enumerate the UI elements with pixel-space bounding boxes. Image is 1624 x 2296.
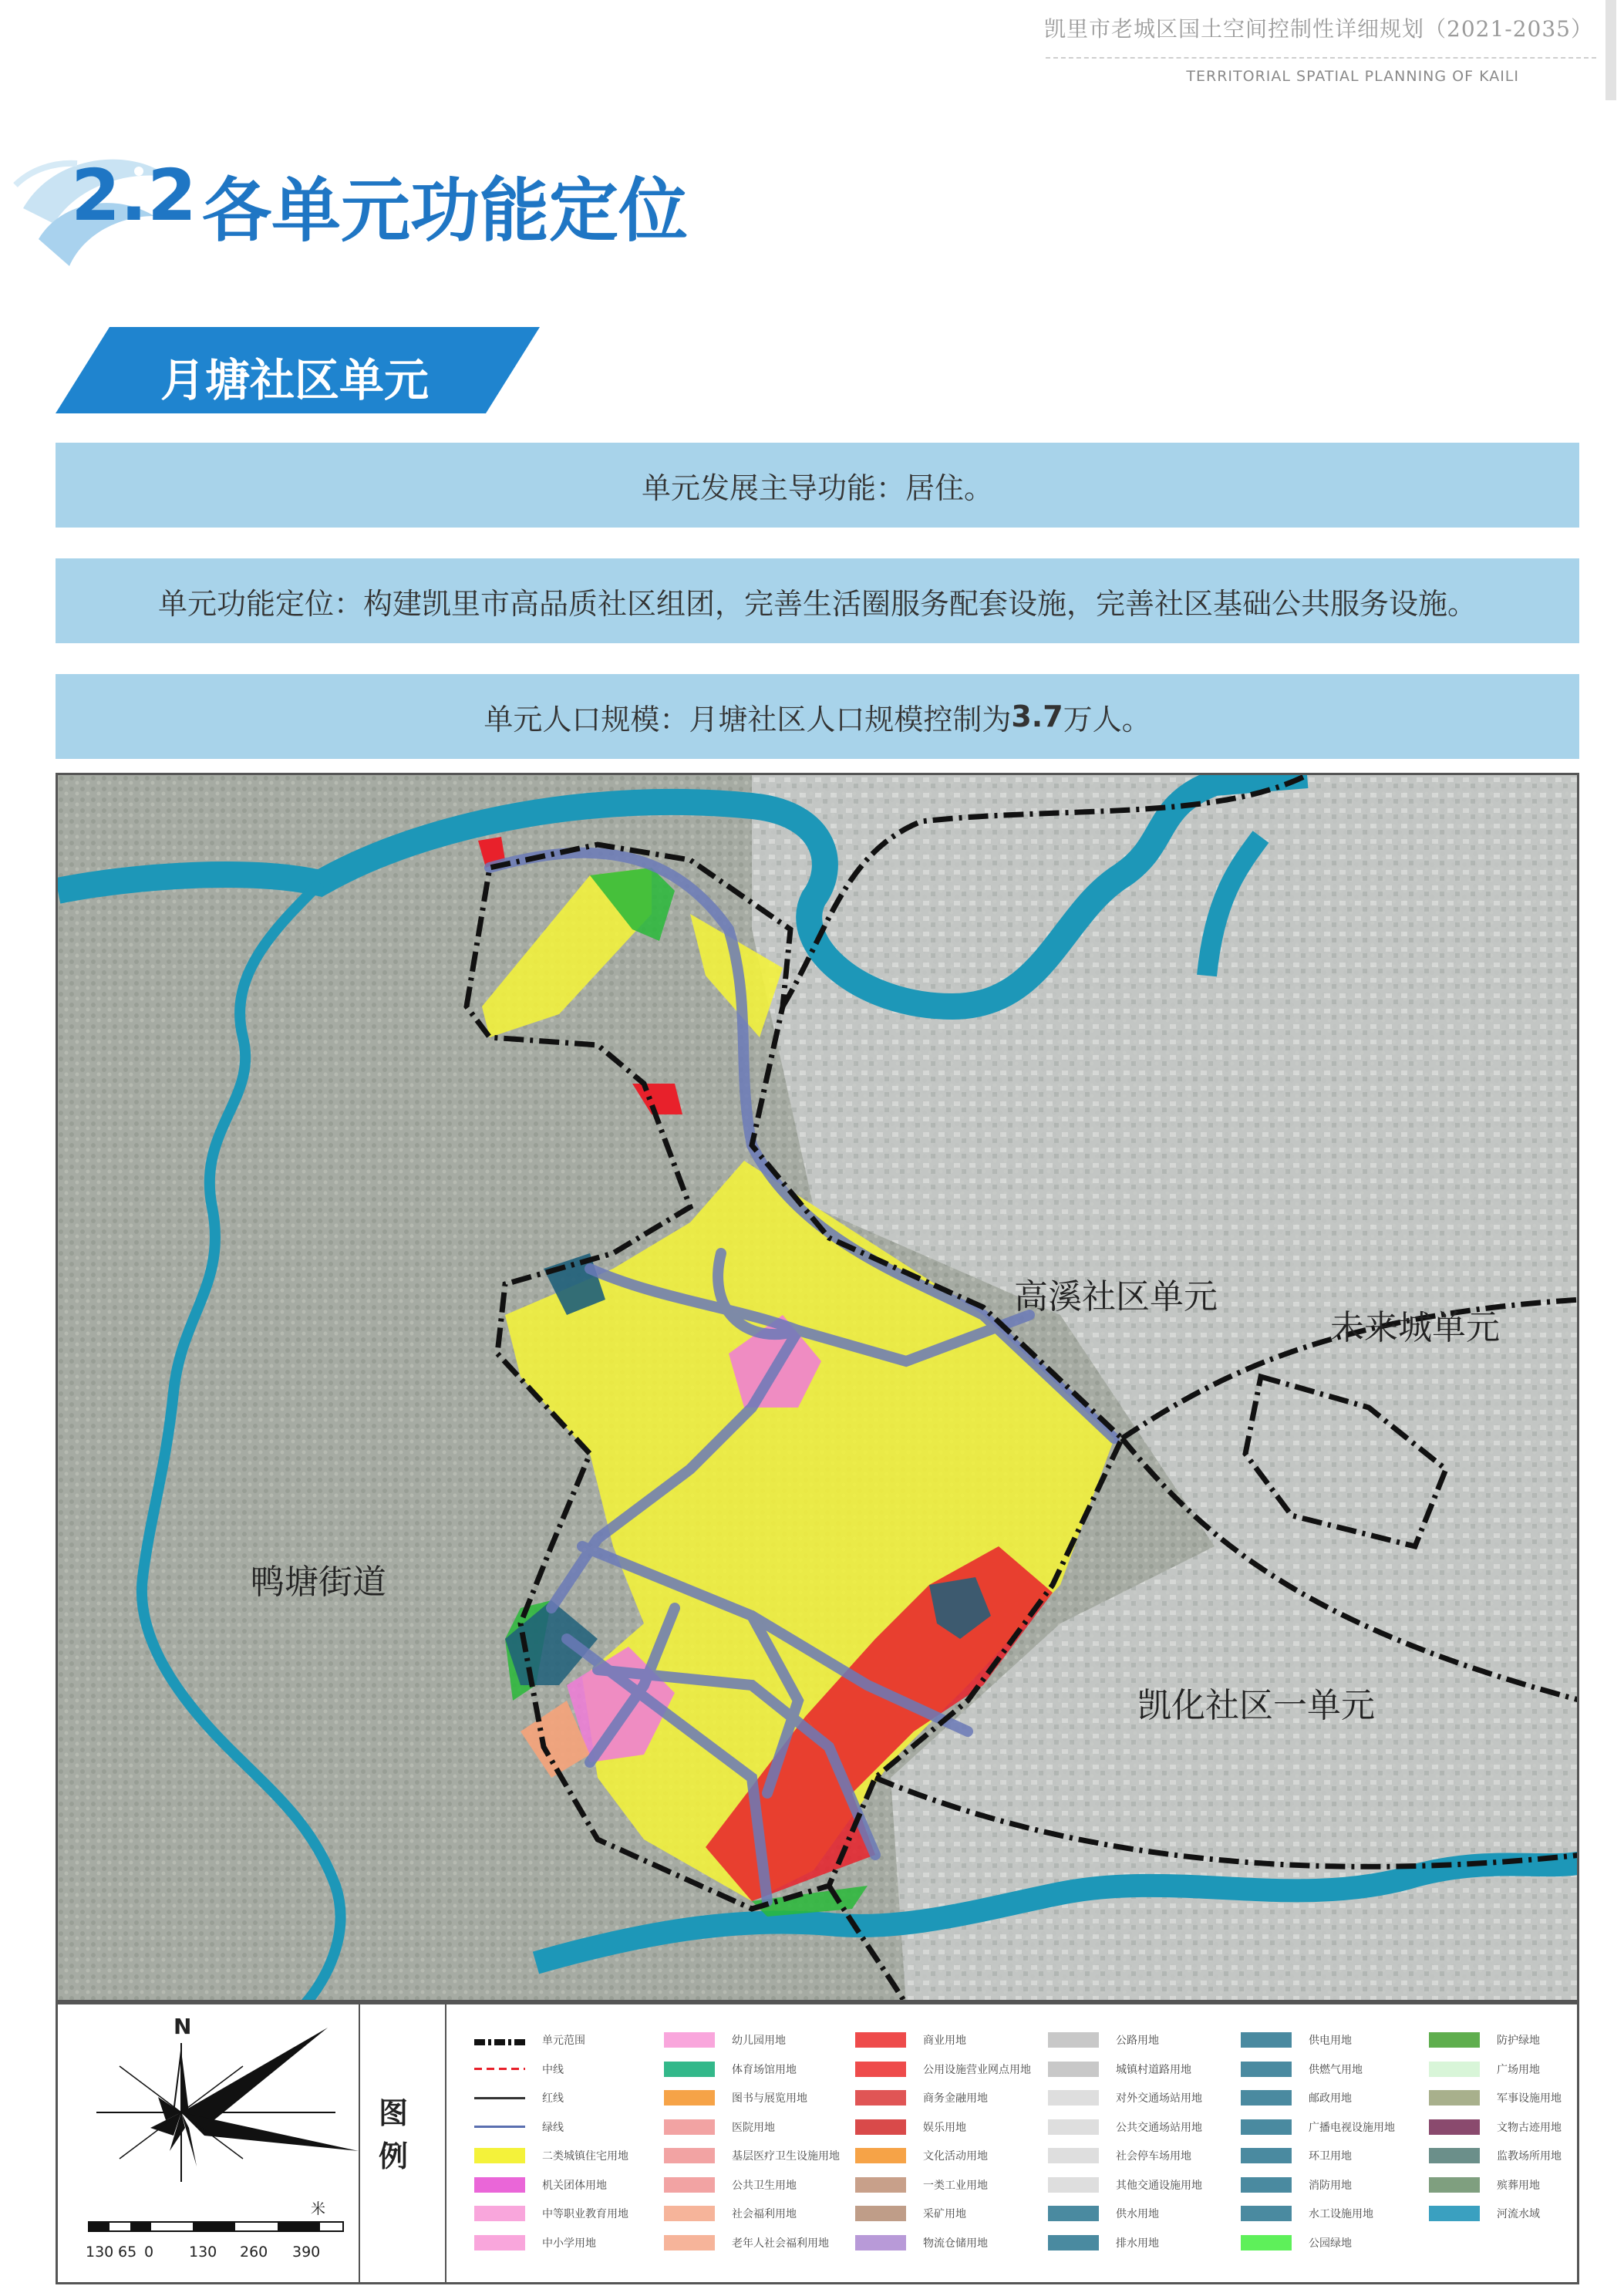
legend-label: 娱乐用地 bbox=[923, 2121, 966, 2134]
info-box-leading-function bbox=[56, 443, 1579, 528]
legend-swatch bbox=[1241, 2148, 1292, 2163]
legend-label: 图书与展览用地 bbox=[732, 2092, 807, 2105]
legend-item bbox=[1241, 2031, 1352, 2049]
legend-item bbox=[855, 2146, 988, 2165]
legend-label: 监教场所用地 bbox=[1497, 2150, 1562, 2163]
legend-label: 河流水域 bbox=[1497, 2208, 1540, 2220]
legend-item bbox=[1048, 2234, 1159, 2252]
legend-label: 基层医疗卫生设施用地 bbox=[732, 2150, 840, 2163]
legend-swatch bbox=[855, 2032, 906, 2048]
legend-label: 供燃气用地 bbox=[1309, 2063, 1363, 2076]
legend-label: 公路用地 bbox=[1116, 2035, 1159, 2047]
info-box-text-suffix: 万人。 bbox=[1063, 702, 1151, 737]
legend-label: 供电用地 bbox=[1309, 2035, 1352, 2047]
legend-item bbox=[855, 2204, 966, 2223]
legend-swatch bbox=[855, 2090, 906, 2106]
map-canvas bbox=[58, 775, 1579, 2002]
legend-item bbox=[855, 2234, 988, 2252]
legend-swatch bbox=[1048, 2090, 1099, 2106]
legend-swatch bbox=[1241, 2119, 1292, 2135]
legend-label: 其他交通设施用地 bbox=[1116, 2179, 1202, 2192]
legend-swatch bbox=[664, 2177, 715, 2193]
legend-swatch bbox=[855, 2177, 906, 2193]
legend-item bbox=[664, 2234, 829, 2252]
legend-item bbox=[1429, 2176, 1540, 2194]
legend-swatch bbox=[664, 2206, 715, 2221]
legend-item bbox=[664, 2118, 775, 2136]
legend-item bbox=[664, 2060, 797, 2079]
legend-swatch bbox=[1048, 2148, 1099, 2163]
legend-swatch bbox=[474, 2068, 525, 2070]
legend-item bbox=[1429, 2060, 1540, 2079]
legend-item bbox=[474, 2089, 564, 2107]
legend-swatch bbox=[1048, 2206, 1099, 2221]
legend-label: 中小学用地 bbox=[542, 2237, 596, 2250]
legend-swatch bbox=[1429, 2119, 1480, 2135]
legend-swatch bbox=[1241, 2090, 1292, 2106]
legend-label: 红线 bbox=[542, 2092, 564, 2105]
compass-panel bbox=[58, 2004, 360, 2282]
legend-label: 体育场馆用地 bbox=[732, 2063, 797, 2076]
legend-title-char: 图 bbox=[379, 2096, 409, 2130]
legend-label: 文物古迹用地 bbox=[1497, 2121, 1562, 2134]
legend-label: 绿线 bbox=[542, 2121, 564, 2134]
legend-label: 环卫用地 bbox=[1309, 2150, 1352, 2163]
scale-tick: 130 bbox=[189, 2244, 217, 2261]
legend-label: 机关团体用地 bbox=[542, 2179, 607, 2192]
legend-swatch bbox=[1241, 2235, 1292, 2250]
legend-swatch bbox=[474, 2177, 525, 2193]
legend-grid bbox=[474, 2031, 1569, 2270]
legend-label: 商业用地 bbox=[923, 2035, 966, 2047]
legend-label: 采矿用地 bbox=[923, 2208, 966, 2220]
legend-label: 一类工业用地 bbox=[923, 2179, 988, 2192]
legend-label: 文化活动用地 bbox=[923, 2150, 988, 2163]
legend-label: 供水用地 bbox=[1116, 2208, 1159, 2220]
legend-label: 老年人社会福利用地 bbox=[732, 2237, 829, 2250]
legend-item bbox=[855, 2176, 988, 2194]
legend-item bbox=[855, 2118, 966, 2136]
legend-item bbox=[1241, 2234, 1352, 2252]
legend-label: 邮政用地 bbox=[1309, 2092, 1352, 2105]
legend-title-char: 例 bbox=[379, 2139, 409, 2173]
legend-item bbox=[664, 2089, 807, 2107]
legend-label: 公共卫生用地 bbox=[732, 2179, 797, 2192]
legend-label: 广场用地 bbox=[1497, 2063, 1540, 2076]
legend-item bbox=[855, 2089, 988, 2107]
north-label: N bbox=[174, 2014, 192, 2039]
legend-item bbox=[855, 2031, 966, 2049]
legend-swatch bbox=[855, 2206, 906, 2221]
legend-label: 广播电视设施用地 bbox=[1309, 2121, 1395, 2134]
legend-item bbox=[474, 2118, 564, 2136]
legend-swatch bbox=[1048, 2032, 1099, 2048]
legend-swatch bbox=[474, 2235, 525, 2250]
section-number: 2.2 bbox=[71, 154, 197, 237]
map-legend bbox=[56, 2002, 1579, 2284]
legend-item bbox=[474, 2234, 596, 2252]
legend-item bbox=[1241, 2176, 1352, 2194]
scale-tick: 130 bbox=[86, 2244, 114, 2261]
unit-tab bbox=[56, 327, 540, 413]
legend-item bbox=[664, 2176, 797, 2194]
document-title: 凯里市老城区国土空间控制性详细规划（2021-2035） bbox=[1044, 16, 1593, 42]
legend-swatch bbox=[1429, 2062, 1480, 2077]
legend-item bbox=[1048, 2060, 1191, 2079]
map-label-yatang: 鸭塘街道 bbox=[251, 1563, 386, 1602]
document-subtitle: TERRITORIAL SPATIAL PLANNING OF KAILI bbox=[1186, 68, 1519, 85]
legend-item bbox=[474, 2176, 607, 2194]
legend-swatch bbox=[1241, 2062, 1292, 2077]
legend-label: 商务金融用地 bbox=[923, 2092, 988, 2105]
section-title: 各单元功能定位 bbox=[202, 170, 688, 251]
info-box-text: 单元发展主导功能：居住。 bbox=[641, 470, 993, 505]
legend-item bbox=[1048, 2146, 1191, 2165]
legend-swatch bbox=[1048, 2062, 1099, 2077]
legend-label: 水工设施用地 bbox=[1309, 2208, 1373, 2220]
legend-label: 中线 bbox=[542, 2063, 564, 2076]
legend-swatch bbox=[664, 2119, 715, 2135]
map-label-weilaicheng: 未来城单元 bbox=[1330, 1308, 1500, 1347]
compass-rose-icon bbox=[58, 2004, 359, 2282]
legend-swatch bbox=[1429, 2206, 1480, 2221]
legend-label: 防护绿地 bbox=[1497, 2035, 1540, 2047]
legend-item bbox=[1241, 2118, 1395, 2136]
legend-swatch bbox=[1048, 2235, 1099, 2250]
legend-item bbox=[1241, 2146, 1352, 2165]
legend-label: 单元范围 bbox=[542, 2035, 585, 2047]
population-value: 3.7 bbox=[1011, 700, 1063, 733]
legend-label: 幼儿园用地 bbox=[732, 2035, 786, 2047]
land-use-map bbox=[56, 773, 1579, 2002]
legend-swatch bbox=[474, 2206, 525, 2221]
legend-item bbox=[664, 2031, 786, 2049]
legend-swatch bbox=[1241, 2206, 1292, 2221]
legend-label: 物流仓储用地 bbox=[923, 2237, 988, 2250]
legend-item bbox=[664, 2204, 797, 2223]
scale-unit: 米 bbox=[311, 2200, 326, 2217]
legend-label: 对外交通场站用地 bbox=[1116, 2092, 1202, 2105]
legend-label: 城镇村道路用地 bbox=[1116, 2063, 1191, 2076]
scale-tick: 65 bbox=[118, 2244, 137, 2261]
legend-item bbox=[1429, 2204, 1540, 2223]
scale-tick: 390 bbox=[292, 2244, 321, 2261]
legend-swatch bbox=[474, 2097, 525, 2099]
legend-label: 中等职业教育用地 bbox=[542, 2208, 628, 2220]
legend-item bbox=[474, 2060, 564, 2079]
legend-swatch bbox=[1429, 2032, 1480, 2048]
legend-swatch bbox=[1429, 2177, 1480, 2193]
legend-swatch bbox=[1048, 2119, 1099, 2135]
legend-title bbox=[360, 2004, 446, 2282]
legend-label: 公共交通场站用地 bbox=[1116, 2121, 1202, 2134]
legend-label: 军事设施用地 bbox=[1497, 2092, 1562, 2105]
legend-item bbox=[855, 2060, 1031, 2079]
header-side-bar bbox=[1605, 0, 1616, 100]
info-box-text-prefix: 单元人口规模：月塘社区人口规模控制为 bbox=[483, 702, 1012, 737]
legend-swatch bbox=[1429, 2090, 1480, 2106]
legend-swatch bbox=[664, 2062, 715, 2077]
legend-label: 公园绿地 bbox=[1309, 2237, 1352, 2250]
legend-swatch bbox=[664, 2032, 715, 2048]
legend-item bbox=[1429, 2118, 1562, 2136]
legend-swatch bbox=[474, 2039, 525, 2045]
legend-item bbox=[1241, 2060, 1363, 2079]
legend-swatch bbox=[474, 2126, 525, 2128]
legend-swatch bbox=[855, 2235, 906, 2250]
legend-item bbox=[664, 2146, 840, 2165]
legend-label: 公用设施营业网点用地 bbox=[923, 2063, 1031, 2076]
legend-swatch bbox=[855, 2148, 906, 2163]
info-box-population bbox=[56, 674, 1579, 759]
map-label-kaihua: 凯化社区一单元 bbox=[1137, 1686, 1375, 1725]
legend-label: 殡葬用地 bbox=[1497, 2179, 1540, 2192]
unit-tab-label: 月塘社区单元 bbox=[160, 354, 430, 406]
legend-item bbox=[1048, 2031, 1159, 2049]
legend-item bbox=[1429, 2146, 1562, 2165]
info-box-positioning bbox=[56, 558, 1579, 643]
legend-item bbox=[1241, 2204, 1373, 2223]
legend-item bbox=[1048, 2089, 1202, 2107]
legend-item bbox=[1048, 2204, 1159, 2223]
legend-label: 消防用地 bbox=[1309, 2179, 1352, 2192]
map-label-gaoxi: 高溪社区单元 bbox=[1014, 1277, 1218, 1317]
legend-label: 医院用地 bbox=[732, 2121, 775, 2134]
legend-item bbox=[1241, 2089, 1352, 2107]
legend-item bbox=[474, 2146, 628, 2165]
legend-swatch bbox=[1241, 2177, 1292, 2193]
header-divider bbox=[1046, 57, 1596, 59]
scale-tick: 260 bbox=[240, 2244, 268, 2261]
legend-swatch bbox=[664, 2090, 715, 2106]
legend-swatch bbox=[1429, 2148, 1480, 2163]
legend-label: 社会停车场用地 bbox=[1116, 2150, 1191, 2163]
legend-item bbox=[1048, 2118, 1202, 2136]
legend-swatch bbox=[855, 2062, 906, 2077]
legend-swatch bbox=[1048, 2177, 1099, 2193]
legend-swatch bbox=[664, 2148, 715, 2163]
scale-tick: 0 bbox=[144, 2244, 154, 2261]
legend-item bbox=[1048, 2176, 1202, 2194]
legend-item bbox=[1429, 2089, 1562, 2107]
legend-swatch bbox=[855, 2119, 906, 2135]
legend-item bbox=[1429, 2031, 1540, 2049]
legend-label: 二类城镇住宅用地 bbox=[542, 2150, 628, 2163]
legend-swatch bbox=[474, 2148, 525, 2163]
info-box-text: 单元功能定位：构建凯里市高品质社区组团，完善生活圈服务配套设施，完善社区基础公共服务设施。 bbox=[157, 586, 1477, 621]
legend-item bbox=[474, 2204, 628, 2223]
scale-bar bbox=[89, 2222, 343, 2231]
legend-label: 排水用地 bbox=[1116, 2237, 1159, 2250]
legend-swatch bbox=[1241, 2032, 1292, 2048]
legend-swatch bbox=[664, 2235, 715, 2250]
legend-label: 社会福利用地 bbox=[732, 2208, 797, 2220]
legend-item bbox=[474, 2031, 585, 2049]
